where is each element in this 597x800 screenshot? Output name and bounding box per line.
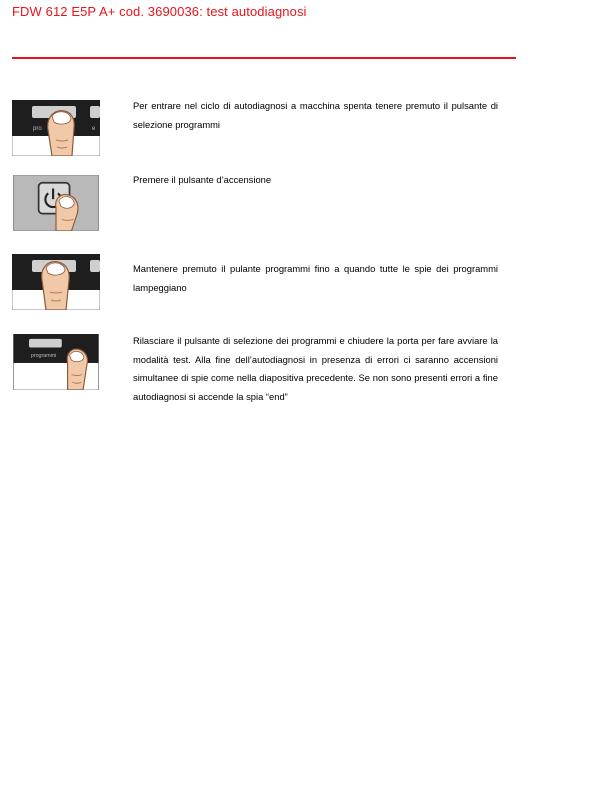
title-divider [12,57,516,59]
step-4-text: Rilasciare il pulsante di selezione dei programmi e chiudere la porta per fare avviare la modalità test. Alla fine dell’autodiagnosi in presenza di errori ci saranno accensioni simultanee di spie come nella diapositiva precedente. Se non sono presenti errori a fine autodiagnosi si accende la spia “end” [133,335,498,402]
step-3-hold-program-button-image [12,254,100,310]
step-4-label-programmi: programmi [30,353,57,360]
finger-icon [42,262,69,310]
step-4-release-program-button-image [12,334,100,390]
step-2-text: Premere il pulsante d’accensione [133,174,272,185]
finger-icon [48,111,74,156]
step-1-press-program-button-image [12,100,100,156]
step-2-power-button-image [12,175,100,231]
step-3-text: Mantenere premuto il pulante programmi fino a quando tutte le spie dei programmi lampeggiano [133,263,498,293]
page-title: FDW 612 E5P A+ cod. 3690036: test autodiagnosi [12,4,307,19]
step-1-label-e: e [92,126,96,132]
step-1-label-pro: pro [33,126,42,132]
step-1-text: Per entrare nel ciclo di autodiagnosi a macchina spenta tenere premuto il pulsante di selezione programmi [133,100,498,130]
finger-icon [67,349,87,390]
